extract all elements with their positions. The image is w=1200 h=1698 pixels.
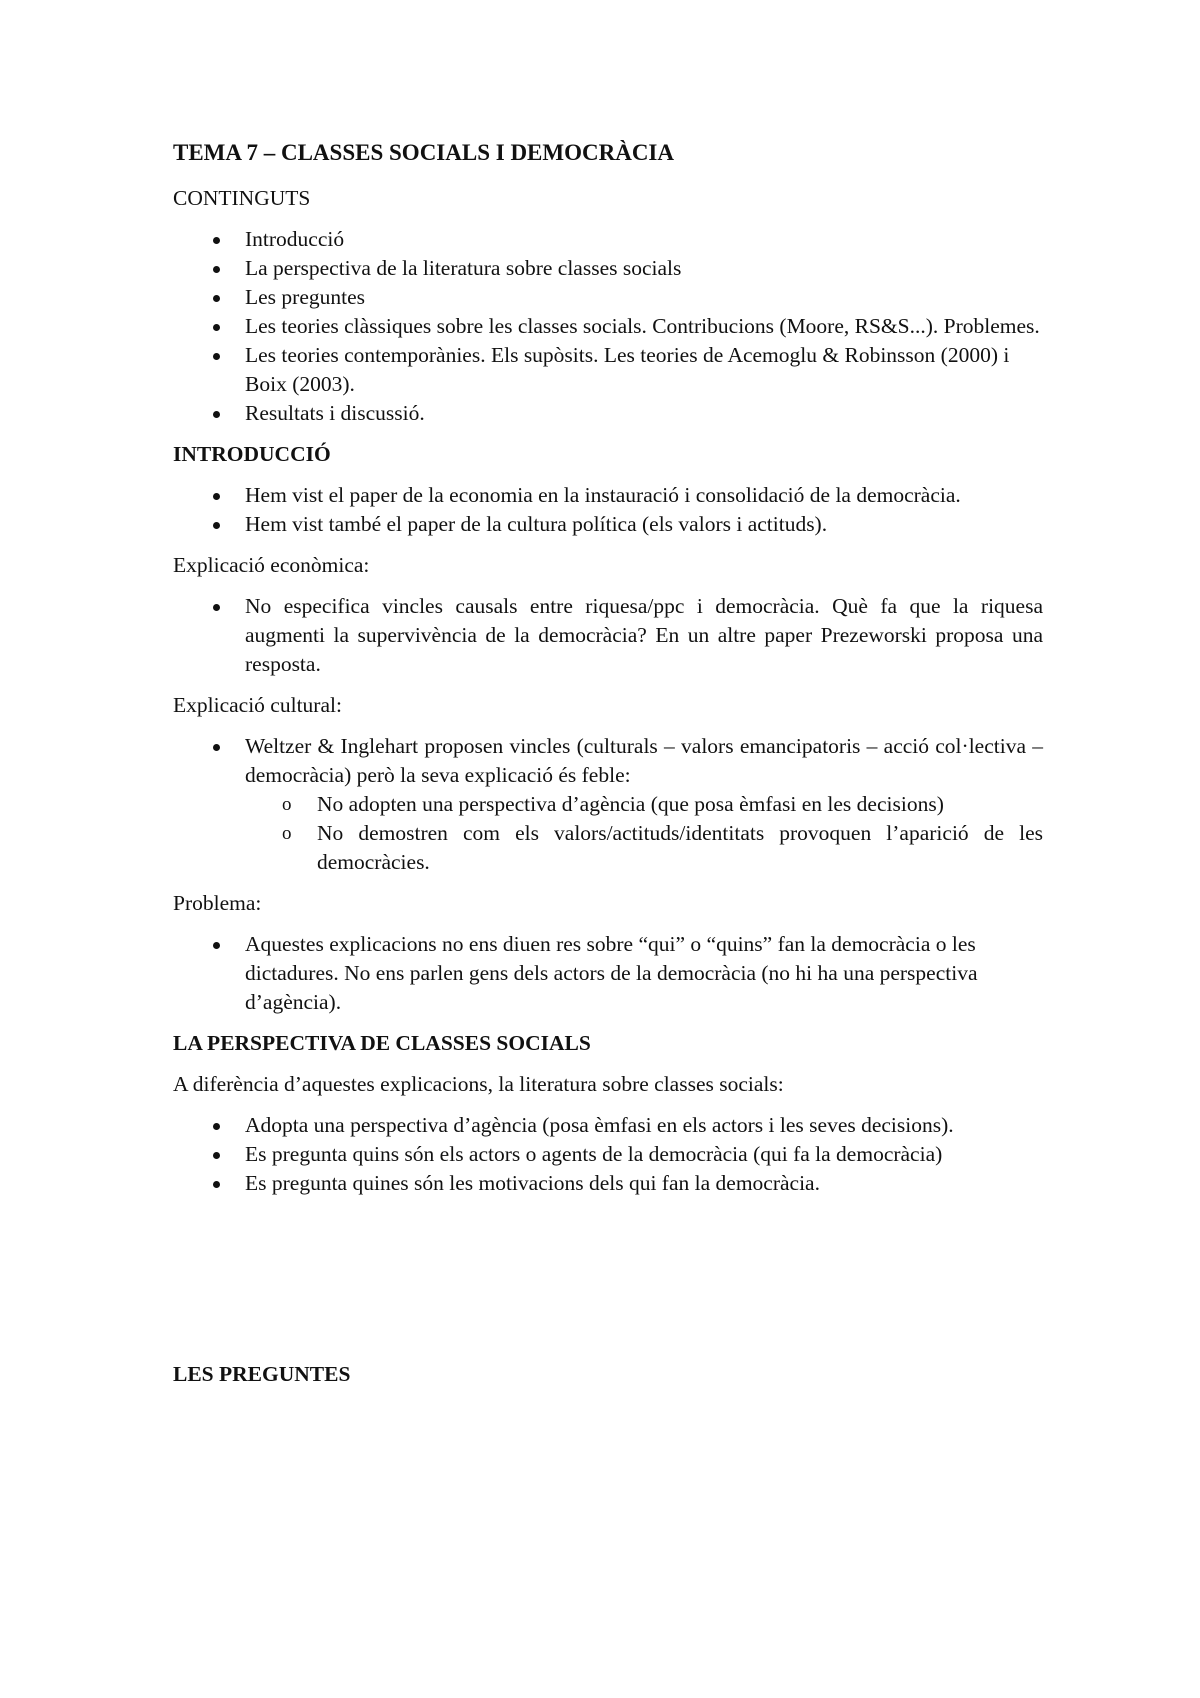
bullet-icon	[213, 324, 220, 331]
list-item: Weltzer & Inglehart proposen vincles (culturals – valors emancipatoris – acció col·lectiva – democràcia) però la seva explicació és feble: o No adopten una perspectiva d’agència (que posa èmfasi en les decisions) o No demostren com els valors/actituds/identitats provoquen l’aparició de les democràcies.	[173, 732, 1043, 877]
list-item: Hem vist el paper de la economia en la instauració i consolidació de la democràcia.	[173, 481, 1043, 510]
list-item: Les teories contemporànies. Els supòsits. Les teories de Acemoglu & Robinsson (2000) i Boix (2003).	[173, 341, 1043, 399]
list-item: Adopta una perspectiva d’agència (posa èmfasi en els actors i les seves decisions).	[173, 1111, 1043, 1140]
list-item: Hem vist també el paper de la cultura política (els valors i actituds).	[173, 510, 1043, 539]
section-heading-preguntes: LES PREGUNTES	[173, 1362, 351, 1386]
page-spacer	[173, 1210, 1043, 1360]
document-title: TEMA 7 – CLASSES SOCIALS I DEMOCRÀCIA	[173, 140, 674, 165]
perspectiva-intro: A diferència d’aquestes explicacions, la literatura sobre classes socials:	[173, 1072, 784, 1096]
bullet-icon	[213, 493, 220, 500]
sub-list-item: o No adopten una perspectiva d’agència (que posa èmfasi en les decisions)	[245, 790, 1043, 819]
continguts-list	[173, 225, 1043, 428]
list-item: Es pregunta quines són les motivacions dels qui fan la democràcia.	[173, 1169, 1043, 1198]
bullet-icon	[213, 237, 220, 244]
section-heading-continguts: CONTINGUTS	[173, 186, 311, 210]
list-item: Les teories clàssiques sobre les classes socials. Contribucions (Moore, RS&S...). Problemes.	[173, 312, 1043, 341]
list-item: Introducció	[173, 225, 1043, 254]
label-problema: Problema:	[173, 891, 262, 915]
list-item: Resultats i discussió.	[173, 399, 1043, 428]
list-item: Aquestes explicacions no ens diuen res sobre “qui” o “quins” fan la democràcia o les dictadures. No ens parlen gens dels actors de la democràcia (no hi ha una perspectiva d’agència).	[173, 930, 1043, 1017]
section-heading-introduccio: INTRODUCCIÓ	[173, 442, 331, 466]
circle-bullet-icon: o	[282, 823, 292, 844]
sub-list-item: o No demostren com els valors/actituds/identitats provoquen l’aparició de les democràcies.	[282, 821, 1043, 874]
list-item: Es pregunta quins són els actors o agents de la democràcia (qui fa la democràcia)	[173, 1140, 1043, 1169]
bullet-icon	[213, 295, 220, 302]
list-item: La perspectiva de la literatura sobre classes socials	[173, 254, 1043, 283]
circle-bullet-icon: o	[282, 794, 292, 815]
bullet-icon	[213, 1181, 220, 1188]
bullet-icon	[213, 1123, 220, 1130]
label-explicacio-cultural: Explicació cultural:	[173, 693, 342, 717]
bullet-icon	[213, 266, 220, 273]
perspectiva-list	[173, 1111, 1043, 1198]
introduccio-list	[173, 481, 1043, 539]
economica-list	[173, 592, 1043, 679]
bullet-icon	[213, 411, 220, 418]
list-item: No especifica vincles causals entre riquesa/ppc i democràcia. Què fa que la riquesa augmenti la supervivència de la democràcia? En un altre paper Prezeworski proposa una resposta.	[173, 592, 1043, 679]
label-explicacio-economica: Explicació econòmica:	[173, 553, 370, 577]
cultural-list	[173, 732, 1043, 877]
bullet-icon	[213, 353, 220, 360]
bullet-icon	[213, 604, 220, 611]
bullet-icon	[213, 744, 220, 751]
bullet-icon	[213, 1152, 220, 1159]
problema-list	[173, 930, 1043, 1017]
document-page	[173, 138, 1043, 1401]
bullet-icon	[213, 942, 220, 949]
bullet-icon	[213, 522, 220, 529]
cultural-sublist	[245, 790, 1043, 877]
section-heading-perspectiva: LA PERSPECTIVA DE CLASSES SOCIALS	[173, 1031, 591, 1055]
list-item: Les preguntes	[173, 283, 1043, 312]
